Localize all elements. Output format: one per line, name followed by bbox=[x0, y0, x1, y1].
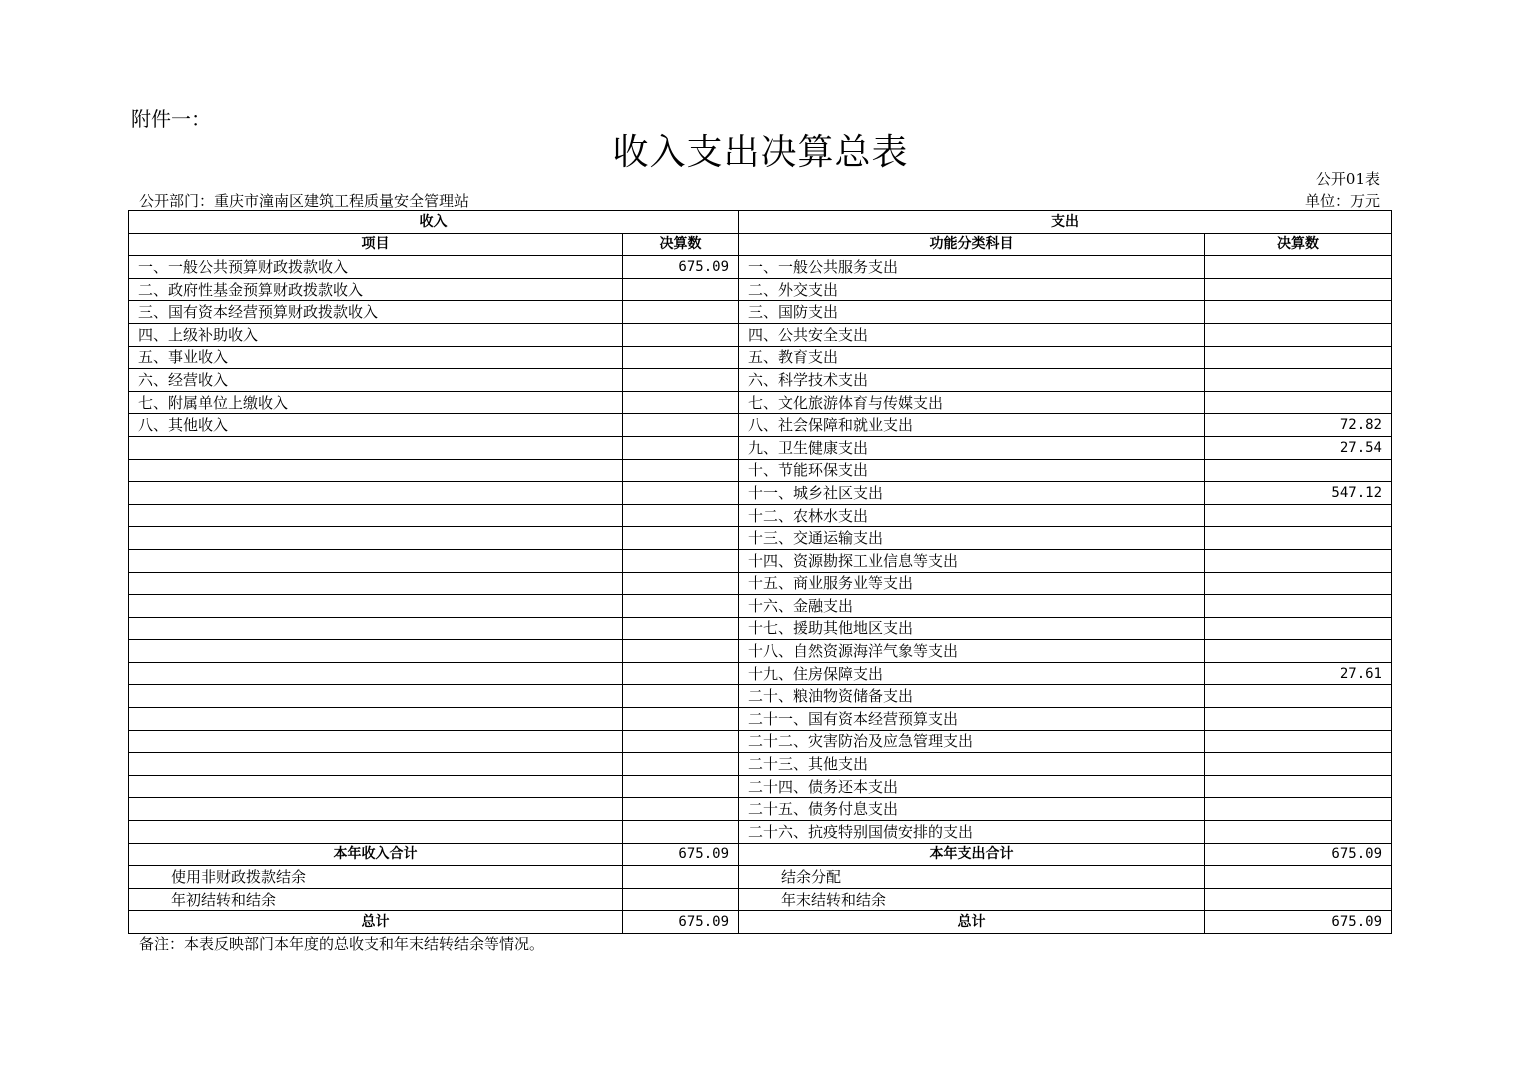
income-item bbox=[129, 572, 623, 595]
income-item: 三、国有资本经营预算财政拨款收入 bbox=[129, 301, 623, 324]
income-amount bbox=[623, 753, 739, 776]
table-row bbox=[129, 708, 1392, 731]
expense-amount bbox=[1205, 708, 1392, 731]
summary-table-wrapper bbox=[128, 210, 1391, 934]
income-amount bbox=[623, 708, 739, 731]
income-amount bbox=[623, 504, 739, 527]
expense-amount: 547.12 bbox=[1205, 482, 1392, 505]
table-row bbox=[129, 436, 1392, 459]
extra-expense-item: 结余分配 bbox=[739, 866, 1205, 889]
income-item bbox=[129, 459, 623, 482]
table-row bbox=[129, 595, 1392, 618]
table-row bbox=[129, 414, 1392, 437]
income-amount bbox=[623, 798, 739, 821]
income-item bbox=[129, 595, 623, 618]
income-item: 一、一般公共预算财政拨款收入 bbox=[129, 256, 623, 279]
function-category-header: 功能分类科目 bbox=[739, 233, 1205, 256]
expense-amount bbox=[1205, 730, 1392, 753]
table-row bbox=[129, 572, 1392, 595]
income-item bbox=[129, 821, 623, 844]
table-footer bbox=[129, 843, 1392, 933]
extra-row bbox=[129, 888, 1392, 911]
income-amount bbox=[623, 301, 739, 324]
expense-amount bbox=[1205, 640, 1392, 663]
expense-amount bbox=[1205, 798, 1392, 821]
income-item bbox=[129, 798, 623, 821]
expense-item: 十一、城乡社区支出 bbox=[739, 482, 1205, 505]
year-income-total-value: 675.09 bbox=[623, 843, 739, 866]
table-row bbox=[129, 798, 1392, 821]
income-amount bbox=[623, 572, 739, 595]
income-amount bbox=[623, 549, 739, 572]
table-row bbox=[129, 775, 1392, 798]
expense-section-header: 支出 bbox=[739, 211, 1392, 234]
table-row bbox=[129, 821, 1392, 844]
income-item: 七、附属单位上缴收入 bbox=[129, 391, 623, 414]
expense-amount bbox=[1205, 572, 1392, 595]
income-amount bbox=[623, 459, 739, 482]
expense-amount bbox=[1205, 595, 1392, 618]
income-amount bbox=[623, 595, 739, 618]
income-item: 五、事业收入 bbox=[129, 346, 623, 369]
expense-item: 十六、金融支出 bbox=[739, 595, 1205, 618]
expense-item: 二十一、国有资本经营预算支出 bbox=[739, 708, 1205, 731]
table-row bbox=[129, 504, 1392, 527]
expense-amount: 27.61 bbox=[1205, 662, 1392, 685]
expense-item: 二十四、债务还本支出 bbox=[739, 775, 1205, 798]
income-item: 八、其他收入 bbox=[129, 414, 623, 437]
year-income-total-label: 本年收入合计 bbox=[129, 843, 623, 866]
income-amount bbox=[623, 527, 739, 550]
income-item: 四、上级补助收入 bbox=[129, 323, 623, 346]
expense-amount bbox=[1205, 549, 1392, 572]
expense-amount: 27.54 bbox=[1205, 436, 1392, 459]
column-header-row bbox=[129, 233, 1392, 256]
year-expense-total-value: 675.09 bbox=[1205, 843, 1392, 866]
income-item-header: 项目 bbox=[129, 233, 623, 256]
expense-amount bbox=[1205, 685, 1392, 708]
expense-item: 十八、自然资源海洋气象等支出 bbox=[739, 640, 1205, 663]
income-amount bbox=[623, 436, 739, 459]
expense-amount bbox=[1205, 301, 1392, 324]
income-item bbox=[129, 436, 623, 459]
income-section-header: 收入 bbox=[129, 211, 739, 234]
expense-item: 二十二、灾害防治及应急管理支出 bbox=[739, 730, 1205, 753]
expense-item: 五、教育支出 bbox=[739, 346, 1205, 369]
table-row bbox=[129, 640, 1392, 663]
extra-income-item: 年初结转和结余 bbox=[129, 888, 623, 911]
income-amount bbox=[623, 640, 739, 663]
income-amount bbox=[623, 369, 739, 392]
table-row bbox=[129, 527, 1392, 550]
section-header-row bbox=[129, 211, 1392, 234]
table-row bbox=[129, 482, 1392, 505]
income-item bbox=[129, 482, 623, 505]
expense-amount bbox=[1205, 504, 1392, 527]
grand-total-row bbox=[129, 911, 1392, 934]
table-row bbox=[129, 753, 1392, 776]
income-amount bbox=[623, 414, 739, 437]
expense-item: 十四、资源勘探工业信息等支出 bbox=[739, 549, 1205, 572]
expense-amount bbox=[1205, 278, 1392, 301]
expense-amount bbox=[1205, 346, 1392, 369]
income-amount bbox=[623, 617, 739, 640]
extra-expense-amount bbox=[1205, 888, 1392, 911]
expense-item: 十七、援助其他地区支出 bbox=[739, 617, 1205, 640]
expense-item: 二、外交支出 bbox=[739, 278, 1205, 301]
income-item bbox=[129, 617, 623, 640]
grand-expense-total-value: 675.09 bbox=[1205, 911, 1392, 934]
expense-amount bbox=[1205, 617, 1392, 640]
income-item: 二、政府性基金预算财政拨款收入 bbox=[129, 278, 623, 301]
expense-item: 十二、农林水支出 bbox=[739, 504, 1205, 527]
income-amount bbox=[623, 730, 739, 753]
expense-item: 十五、商业服务业等支出 bbox=[739, 572, 1205, 595]
expense-amount-header: 决算数 bbox=[1205, 233, 1392, 256]
expense-amount bbox=[1205, 753, 1392, 776]
income-amount bbox=[623, 482, 739, 505]
expense-amount bbox=[1205, 821, 1392, 844]
department-label: 公开部门：重庆市潼南区建筑工程质量安全管理站 bbox=[139, 192, 470, 210]
table-row bbox=[129, 549, 1392, 572]
expense-item: 四、公共安全支出 bbox=[739, 323, 1205, 346]
income-amount bbox=[623, 821, 739, 844]
table-row bbox=[129, 685, 1392, 708]
income-item bbox=[129, 527, 623, 550]
footnote: 备注：本表反映部门本年度的总收支和年末结转结余等情况。 bbox=[139, 935, 545, 953]
expense-item: 二十三、其他支出 bbox=[739, 753, 1205, 776]
income-item: 六、经营收入 bbox=[129, 369, 623, 392]
extra-row bbox=[129, 866, 1392, 889]
table-row bbox=[129, 730, 1392, 753]
expense-amount bbox=[1205, 369, 1392, 392]
income-item bbox=[129, 549, 623, 572]
expense-amount: 72.82 bbox=[1205, 414, 1392, 437]
grand-expense-total-label: 总计 bbox=[739, 911, 1205, 934]
income-item bbox=[129, 640, 623, 663]
expense-amount bbox=[1205, 775, 1392, 798]
table-row bbox=[129, 617, 1392, 640]
income-amount-header: 决算数 bbox=[623, 233, 739, 256]
expense-item: 三、国防支出 bbox=[739, 301, 1205, 324]
table-row bbox=[129, 662, 1392, 685]
table-row bbox=[129, 323, 1392, 346]
extra-income-amount bbox=[623, 888, 739, 911]
table-row bbox=[129, 256, 1392, 279]
income-amount bbox=[623, 346, 739, 369]
expense-item: 九、卫生健康支出 bbox=[739, 436, 1205, 459]
table-row bbox=[129, 369, 1392, 392]
expense-amount bbox=[1205, 391, 1392, 414]
income-amount bbox=[623, 775, 739, 798]
income-amount bbox=[623, 685, 739, 708]
expense-item: 二十、粮油物资储备支出 bbox=[739, 685, 1205, 708]
income-amount bbox=[623, 662, 739, 685]
extra-income-amount bbox=[623, 866, 739, 889]
attachment-label: 附件一： bbox=[131, 107, 211, 131]
expense-item: 一、一般公共服务支出 bbox=[739, 256, 1205, 279]
expense-item: 十九、住房保障支出 bbox=[739, 662, 1205, 685]
expense-item: 八、社会保障和就业支出 bbox=[739, 414, 1205, 437]
expense-item: 二十六、抗疫特别国债安排的支出 bbox=[739, 821, 1205, 844]
expense-amount bbox=[1205, 256, 1392, 279]
expense-item: 二十五、债务付息支出 bbox=[739, 798, 1205, 821]
table-body bbox=[129, 256, 1392, 843]
income-expense-table bbox=[128, 210, 1392, 934]
table-row bbox=[129, 301, 1392, 324]
unit-label: 单位：万元 bbox=[1304, 192, 1380, 210]
expense-item: 六、科学技术支出 bbox=[739, 369, 1205, 392]
table-row bbox=[129, 346, 1392, 369]
grand-income-total-label: 总计 bbox=[129, 911, 623, 934]
extra-income-item: 使用非财政拨款结余 bbox=[129, 866, 623, 889]
extra-expense-amount bbox=[1205, 866, 1392, 889]
income-amount: 675.09 bbox=[623, 256, 739, 279]
income-item bbox=[129, 730, 623, 753]
income-amount bbox=[623, 391, 739, 414]
income-item bbox=[129, 753, 623, 776]
income-item bbox=[129, 775, 623, 798]
income-item bbox=[129, 685, 623, 708]
income-item bbox=[129, 708, 623, 731]
expense-amount bbox=[1205, 527, 1392, 550]
year-total-row bbox=[129, 843, 1392, 866]
income-amount bbox=[623, 323, 739, 346]
table-row bbox=[129, 459, 1392, 482]
page-title: 收入支出决算总表 bbox=[612, 132, 909, 173]
expense-amount bbox=[1205, 459, 1392, 482]
expense-amount bbox=[1205, 323, 1392, 346]
expense-item: 十三、交通运输支出 bbox=[739, 527, 1205, 550]
expense-item: 十、节能环保支出 bbox=[739, 459, 1205, 482]
grand-income-total-value: 675.09 bbox=[623, 911, 739, 934]
table-row bbox=[129, 391, 1392, 414]
form-number: 公开01表 bbox=[1315, 170, 1380, 188]
extra-expense-item: 年末结转和结余 bbox=[739, 888, 1205, 911]
income-amount bbox=[623, 278, 739, 301]
year-expense-total-label: 本年支出合计 bbox=[739, 843, 1205, 866]
table-row bbox=[129, 278, 1392, 301]
income-item bbox=[129, 504, 623, 527]
expense-item: 七、文化旅游体育与传媒支出 bbox=[739, 391, 1205, 414]
income-item bbox=[129, 662, 623, 685]
